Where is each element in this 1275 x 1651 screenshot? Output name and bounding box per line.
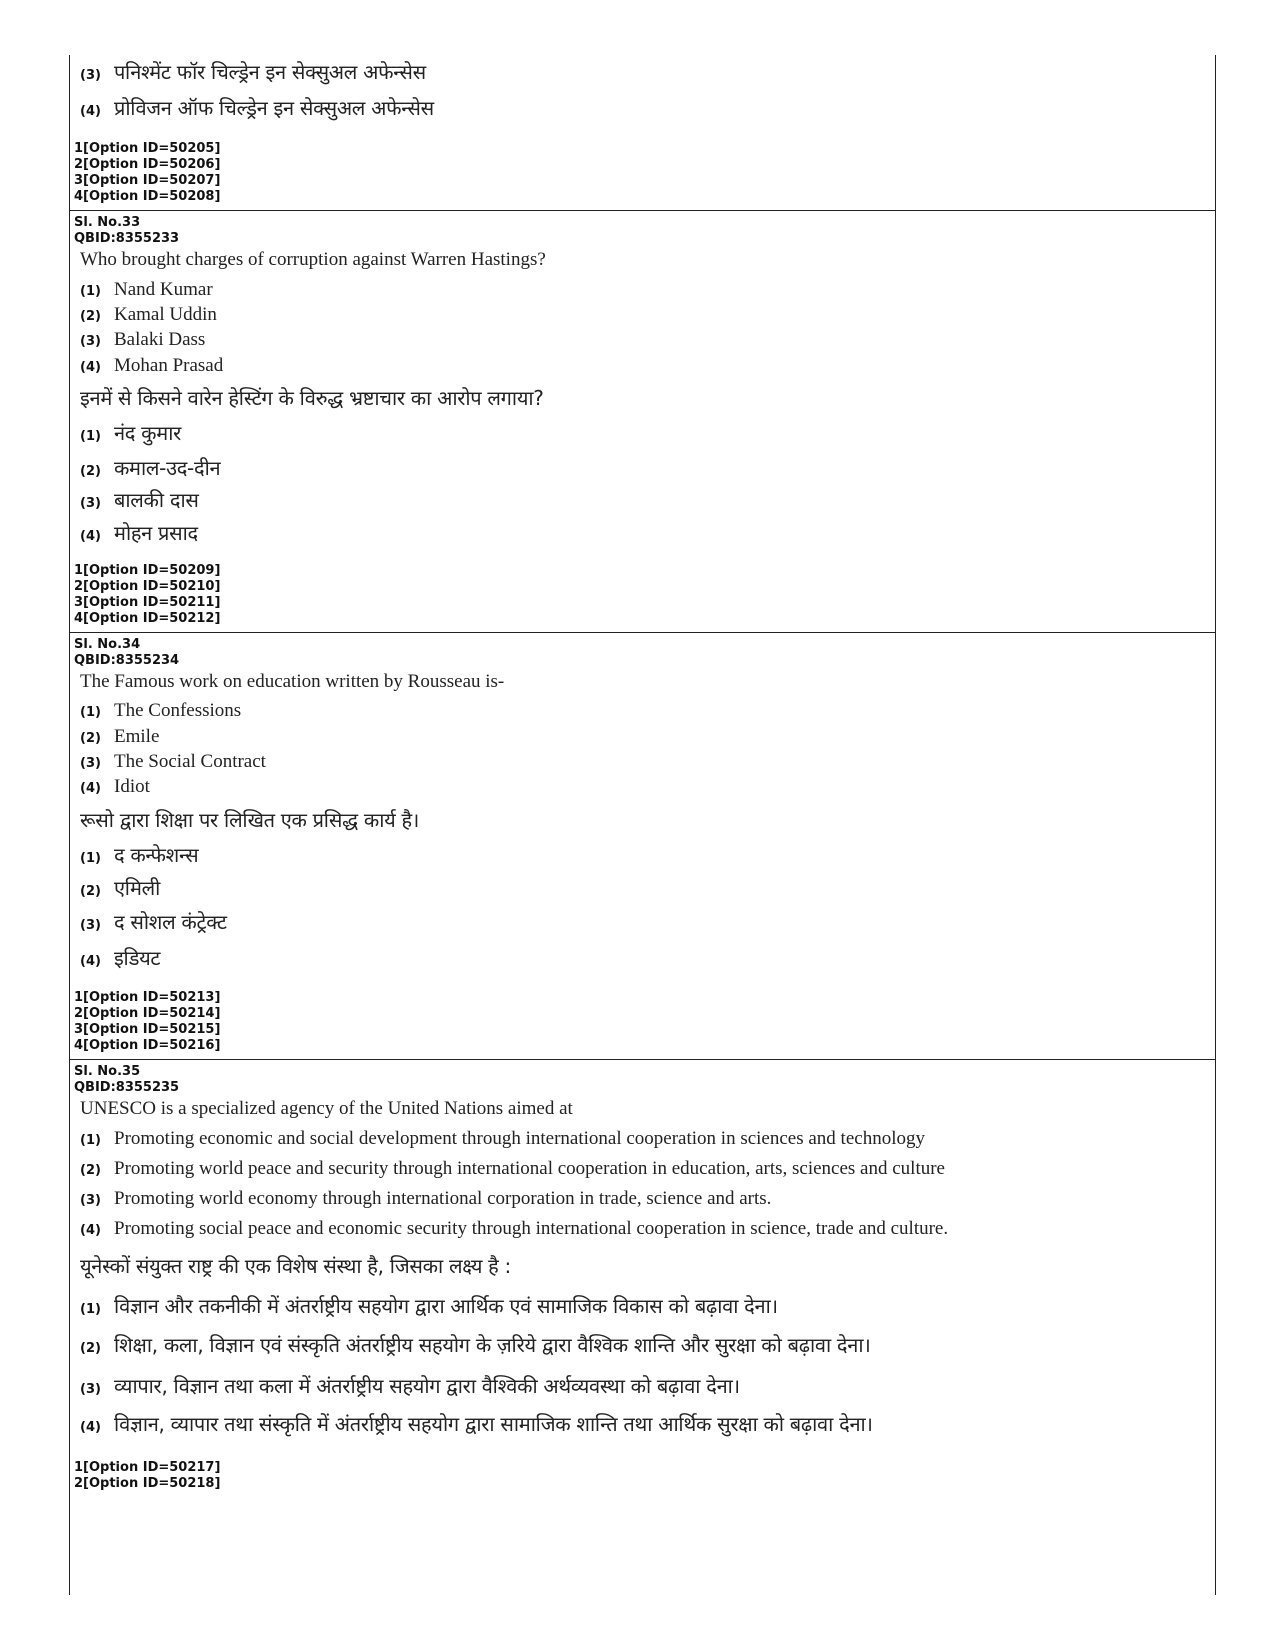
- option-number: (2): [80, 884, 101, 899]
- option-en-2: [80, 304, 217, 326]
- option-text: पनिश्मेंट फॉर चिल्ड्रेन इन सेक्सुअल अफेन्सेस: [114, 60, 426, 84]
- option-text: Emile: [114, 726, 160, 747]
- option-en-4: [80, 1218, 948, 1240]
- option-number: (1): [80, 851, 101, 866]
- option-text: The Confessions: [114, 700, 242, 721]
- option-id: 4[Option ID=50208]: [74, 189, 221, 204]
- option-text: व्यापार, विज्ञान तथा कला में अंतर्राष्ट्रीय सहयोग द्वारा वैश्विकी अर्थव्यवस्था को बढ़ावा देना।: [114, 1374, 740, 1398]
- question-block-34: [74, 633, 1209, 1058]
- option-hi-2: [80, 1331, 870, 1358]
- option-text: विज्ञान, व्यापार तथा संस्कृति में अंतर्राष्ट्रीय सहयोग द्वारा सामाजिक शान्ति तथा आर्थिक सुरक्षा को बढ़ावा देना।: [114, 1412, 873, 1436]
- option-hi-4: [80, 94, 434, 121]
- option-number: (4): [80, 529, 101, 544]
- option-hi-2: [80, 454, 220, 481]
- option-number: (1): [80, 1302, 101, 1317]
- option-number: (2): [80, 1341, 101, 1356]
- option-text: Promoting economic and social development through international cooperation in sciences and technology: [114, 1128, 925, 1149]
- option-text: विज्ञान और तकनीकी में अंतर्राष्ट्रीय सहयोग द्वारा आर्थिक एवं सामाजिक विकास को बढ़ावा देना।: [114, 1294, 778, 1318]
- option-id: 3[Option ID=50211]: [74, 595, 221, 610]
- serial-number: Sl. No.33: [74, 215, 141, 230]
- option-number: (4): [80, 1223, 101, 1238]
- option-number: (3): [80, 1382, 101, 1397]
- option-number: (2): [80, 464, 101, 479]
- option-id-list: [74, 141, 220, 205]
- option-id-list: [74, 563, 220, 627]
- question-block-33: [74, 211, 1209, 631]
- option-number: (3): [80, 918, 101, 933]
- option-text: एमिली: [114, 876, 161, 900]
- option-hi-1: [80, 1292, 778, 1319]
- option-en-1: [80, 279, 213, 301]
- option-text: Nand Kumar: [114, 279, 213, 300]
- option-id: 1[Option ID=50217]: [74, 1460, 221, 1475]
- question-text-hi: रूसो द्वारा शिक्षा पर लिखित एक प्रसिद्ध कार्य है।: [80, 808, 420, 832]
- option-hi-3: [80, 486, 199, 513]
- option-number: (4): [80, 104, 101, 119]
- option-en-3: [80, 751, 266, 773]
- option-number: (1): [80, 1133, 101, 1148]
- option-en-1: [80, 700, 241, 722]
- option-text: The Social Contract: [114, 751, 266, 772]
- option-text: Kamal Uddin: [114, 304, 217, 325]
- option-text: शिक्षा, कला, विज्ञान एवं संस्कृति अंतर्राष्ट्रीय सहयोग के ज़रिये द्वारा वैश्विक शान्ति और सुरक्षा को बढ़ावा देना।: [114, 1333, 871, 1357]
- option-en-2: [80, 726, 159, 748]
- serial-number: Sl. No.35: [74, 1064, 141, 1079]
- question-fragment: [74, 55, 1209, 210]
- option-id-list: [74, 990, 220, 1054]
- option-number: (2): [80, 1163, 101, 1178]
- right-border: [1215, 55, 1216, 1595]
- left-border: [69, 55, 70, 1595]
- question-text-hi: यूनेस्कों संयुक्त राष्ट्र की एक विशेष संस्था है, जिसका लक्ष्य है :: [80, 1254, 511, 1278]
- option-en-4: [80, 355, 223, 377]
- option-number: (1): [80, 429, 101, 444]
- question-text-en: The Famous work on education written by Rousseau is-: [80, 671, 505, 692]
- option-hi-4: [80, 519, 198, 546]
- option-text: द कन्फेशन्स: [114, 843, 199, 867]
- option-id: 1[Option ID=50213]: [74, 990, 221, 1005]
- option-hi-4: [80, 944, 160, 971]
- option-hi-2: [80, 874, 160, 901]
- option-number: (2): [80, 309, 101, 324]
- option-text: बालकी दास: [114, 488, 199, 512]
- question-text-hi: इनमें से किसने वारेन हेस्टिंग के विरुद्ध भ्रष्टाचार का आरोप लगाया?: [80, 386, 544, 410]
- option-text: Mohan Prasad: [114, 355, 224, 376]
- option-text: Promoting social peace and economic security through international cooperation in science, trade and culture.: [114, 1218, 949, 1239]
- qbid: QBID:8355233: [74, 231, 180, 246]
- option-text: नंद कुमार: [114, 421, 181, 445]
- option-number: (4): [80, 1420, 101, 1435]
- option-number: (4): [80, 954, 101, 969]
- option-number: (3): [80, 68, 101, 83]
- option-number: (1): [80, 284, 101, 299]
- option-en-3: [80, 329, 205, 351]
- option-id: 4[Option ID=50216]: [74, 1038, 221, 1053]
- option-id-list: [74, 1460, 220, 1492]
- option-hi-3: [80, 58, 426, 85]
- option-en-2: [80, 1158, 945, 1180]
- option-id: 3[Option ID=50215]: [74, 1022, 221, 1037]
- option-hi-1: [80, 841, 198, 868]
- option-text: Idiot: [114, 776, 150, 797]
- question-text-en: Who brought charges of corruption against Warren Hastings?: [80, 249, 546, 270]
- option-number: (2): [80, 731, 101, 746]
- qbid: QBID:8355234: [74, 653, 180, 668]
- option-number: (3): [80, 756, 101, 771]
- option-text: इडियट: [114, 946, 161, 970]
- option-id: 2[Option ID=50210]: [74, 579, 221, 594]
- option-text: द सोशल कंट्रेक्ट: [114, 910, 227, 934]
- option-id: 4[Option ID=50212]: [74, 611, 221, 626]
- question-block-35: [74, 1060, 1209, 1500]
- option-id: 3[Option ID=50207]: [74, 173, 221, 188]
- option-text: प्रोविजन ऑफ चिल्ड्रेन इन सेक्सुअल अफेन्सेस: [114, 96, 434, 120]
- option-number: (1): [80, 705, 101, 720]
- option-number: (3): [80, 496, 101, 511]
- option-en-1: [80, 1128, 925, 1150]
- option-hi-4: [80, 1410, 873, 1437]
- option-text: कमाल-उद-दीन: [114, 456, 221, 480]
- option-hi-1: [80, 419, 181, 446]
- option-number: (3): [80, 334, 101, 349]
- option-number: (4): [80, 781, 101, 796]
- option-hi-3: [80, 1372, 740, 1399]
- option-hi-3: [80, 908, 227, 935]
- option-id: 1[Option ID=50209]: [74, 563, 221, 578]
- option-en-4: [80, 776, 150, 798]
- option-number: (4): [80, 360, 101, 375]
- option-id: 2[Option ID=50206]: [74, 157, 221, 172]
- option-text: Promoting world economy through international corporation in trade, science and arts.: [114, 1188, 772, 1209]
- option-text: Balaki Dass: [114, 329, 206, 350]
- option-en-3: [80, 1188, 771, 1210]
- option-text: Promoting world peace and security through international cooperation in education, arts, sciences and culture: [114, 1158, 945, 1179]
- option-id: 2[Option ID=50218]: [74, 1476, 221, 1491]
- question-text-en: UNESCO is a specialized agency of the United Nations aimed at: [80, 1098, 573, 1119]
- serial-number: Sl. No.34: [74, 637, 141, 652]
- option-id: 2[Option ID=50214]: [74, 1006, 221, 1021]
- option-text: मोहन प्रसाद: [114, 521, 198, 545]
- option-id: 1[Option ID=50205]: [74, 141, 221, 156]
- qbid: QBID:8355235: [74, 1080, 180, 1095]
- option-number: (3): [80, 1193, 101, 1208]
